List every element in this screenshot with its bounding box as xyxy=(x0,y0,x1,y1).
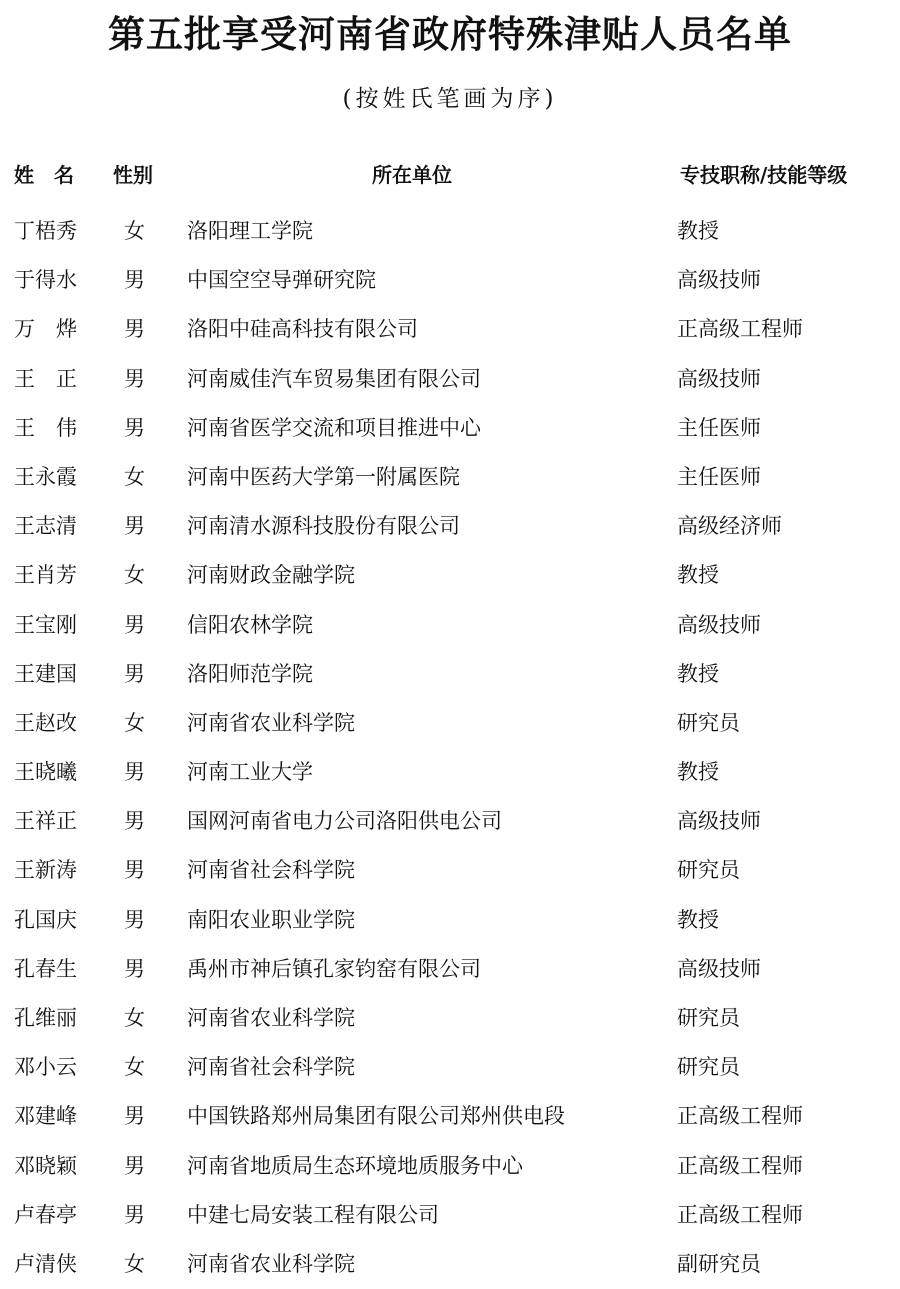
table-row xyxy=(0,453,900,502)
row-sex: 男 xyxy=(124,317,145,342)
row-title: 研究员 xyxy=(677,1006,740,1030)
row-name: 王肖芳 xyxy=(14,563,77,588)
row-name: 王正 xyxy=(14,366,98,391)
row-sex: 女 xyxy=(124,464,145,489)
row-unit: 中建七局安装工程有限公司 xyxy=(187,1202,439,1227)
page-subtitle: (按姓氏笔画为序) xyxy=(342,86,558,112)
row-unit: 禹州市神后镇孔家钧窑有限公司 xyxy=(187,956,481,981)
table-row xyxy=(0,994,900,1043)
row-title: 正高级工程师 xyxy=(677,317,803,342)
row-unit: 国网河南省电力公司洛阳供电公司 xyxy=(187,809,502,834)
header-sex: 性别 xyxy=(113,163,153,187)
row-unit: 河南威佳汽车贸易集团有限公司 xyxy=(187,366,481,391)
table-row xyxy=(0,846,900,895)
row-name: 丁梧秀 xyxy=(14,219,77,243)
row-name: 王新涛 xyxy=(14,858,77,883)
row-unit: 河南省医学交流和项目推进中心 xyxy=(187,415,481,440)
row-name: 邓建峰 xyxy=(14,1104,77,1129)
header-unit: 所在单位 xyxy=(372,163,452,187)
row-sex: 男 xyxy=(124,1104,145,1129)
row-title: 高级经济师 xyxy=(677,514,782,539)
row-sex: 男 xyxy=(124,760,145,785)
row-name: 卢春亭 xyxy=(14,1202,77,1227)
table-row xyxy=(0,404,900,453)
row-unit: 中国铁路郑州局集团有限公司郑州供电段 xyxy=(187,1104,565,1129)
row-unit: 中国空空导弹研究院 xyxy=(187,268,376,293)
header-title: 专技职称/技能等级 xyxy=(680,163,848,187)
table-row xyxy=(0,1043,900,1092)
row-name: 王伟 xyxy=(14,415,98,440)
row-sex: 男 xyxy=(124,1202,145,1227)
row-title: 副研究员 xyxy=(677,1251,761,1276)
row-title: 正高级工程师 xyxy=(677,1104,803,1129)
table-row xyxy=(0,1191,900,1240)
row-sex: 男 xyxy=(124,1153,145,1178)
table-row xyxy=(0,502,900,551)
table-body xyxy=(0,207,900,1289)
row-unit: 南阳农业职业学院 xyxy=(187,907,355,932)
table-row xyxy=(0,699,900,748)
table-row xyxy=(0,601,900,650)
page-title: 第五批享受河南省政府特殊津贴人员名单 xyxy=(108,13,792,56)
row-sex: 女 xyxy=(124,1006,145,1030)
header-name: 姓 名 xyxy=(14,163,74,187)
table-row xyxy=(0,1240,900,1289)
table-row xyxy=(0,305,900,354)
row-sex: 男 xyxy=(124,661,145,686)
row-name: 王赵改 xyxy=(14,710,77,735)
row-name: 王建国 xyxy=(14,661,77,686)
row-name: 王宝刚 xyxy=(14,612,77,637)
row-name: 邓晓颖 xyxy=(14,1153,77,1178)
row-sex: 男 xyxy=(124,366,145,391)
row-name: 王祥正 xyxy=(14,809,77,834)
row-title: 教授 xyxy=(677,661,719,686)
row-title: 主任医师 xyxy=(677,415,761,440)
row-sex: 男 xyxy=(124,415,145,440)
table-header xyxy=(0,156,900,194)
row-title: 高级技师 xyxy=(677,268,761,293)
row-unit: 河南省农业科学院 xyxy=(187,1006,355,1030)
row-unit: 河南省社会科学院 xyxy=(187,858,355,883)
row-sex: 女 xyxy=(124,1055,145,1080)
row-name: 孔春生 xyxy=(14,956,77,981)
row-title: 高级技师 xyxy=(677,956,761,981)
table-row xyxy=(0,256,900,305)
row-sex: 男 xyxy=(124,268,145,293)
row-title: 教授 xyxy=(677,219,719,243)
row-unit: 洛阳师范学院 xyxy=(187,661,313,686)
row-unit: 河南财政金融学院 xyxy=(187,563,355,588)
row-sex: 男 xyxy=(124,514,145,539)
row-unit: 河南中医药大学第一附属医院 xyxy=(187,464,460,489)
table-row xyxy=(0,1092,900,1141)
table-row xyxy=(0,650,900,699)
row-title: 研究员 xyxy=(677,710,740,735)
row-sex: 女 xyxy=(124,219,145,243)
row-name: 邓小云 xyxy=(14,1055,77,1080)
row-title: 教授 xyxy=(677,563,719,588)
row-title: 教授 xyxy=(677,907,719,932)
row-unit: 河南省社会科学院 xyxy=(187,1055,355,1080)
row-sex: 男 xyxy=(124,612,145,637)
row-name: 卢清侠 xyxy=(14,1251,77,1276)
row-name: 王永霞 xyxy=(14,464,77,489)
row-unit: 河南省地质局生态环境地质服务中心 xyxy=(187,1153,523,1178)
table-row xyxy=(0,945,900,994)
row-unit: 河南省农业科学院 xyxy=(187,710,355,735)
table-row xyxy=(0,1142,900,1191)
table-row xyxy=(0,896,900,945)
row-unit: 洛阳理工学院 xyxy=(187,219,313,243)
row-name: 王晓曦 xyxy=(14,760,77,785)
row-name: 孔国庆 xyxy=(14,907,77,932)
row-name: 王志清 xyxy=(14,514,77,539)
row-unit: 信阳农林学院 xyxy=(187,612,313,637)
row-name: 万烨 xyxy=(14,317,98,342)
row-sex: 女 xyxy=(124,710,145,735)
row-sex: 男 xyxy=(124,858,145,883)
row-title: 高级技师 xyxy=(677,366,761,391)
row-sex: 男 xyxy=(124,907,145,932)
row-title: 高级技师 xyxy=(677,612,761,637)
row-title: 主任医师 xyxy=(677,464,761,489)
row-name: 于得水 xyxy=(14,268,77,293)
table-row xyxy=(0,797,900,846)
row-unit: 河南省农业科学院 xyxy=(187,1251,355,1276)
row-name: 孔维丽 xyxy=(14,1006,77,1030)
row-title: 高级技师 xyxy=(677,809,761,834)
row-sex: 男 xyxy=(124,809,145,834)
row-title: 研究员 xyxy=(677,1055,740,1080)
table-row xyxy=(0,207,900,256)
row-title: 研究员 xyxy=(677,858,740,883)
row-unit: 河南工业大学 xyxy=(187,760,313,785)
row-title: 正高级工程师 xyxy=(677,1153,803,1178)
row-unit: 河南清水源科技股份有限公司 xyxy=(187,514,460,539)
table-row xyxy=(0,748,900,797)
row-sex: 男 xyxy=(124,956,145,981)
row-sex: 女 xyxy=(124,563,145,588)
row-title: 正高级工程师 xyxy=(677,1202,803,1227)
row-title: 教授 xyxy=(677,760,719,785)
table-row xyxy=(0,551,900,600)
row-unit: 洛阳中硅高科技有限公司 xyxy=(187,317,418,342)
table-row xyxy=(0,355,900,404)
row-sex: 女 xyxy=(124,1251,145,1276)
